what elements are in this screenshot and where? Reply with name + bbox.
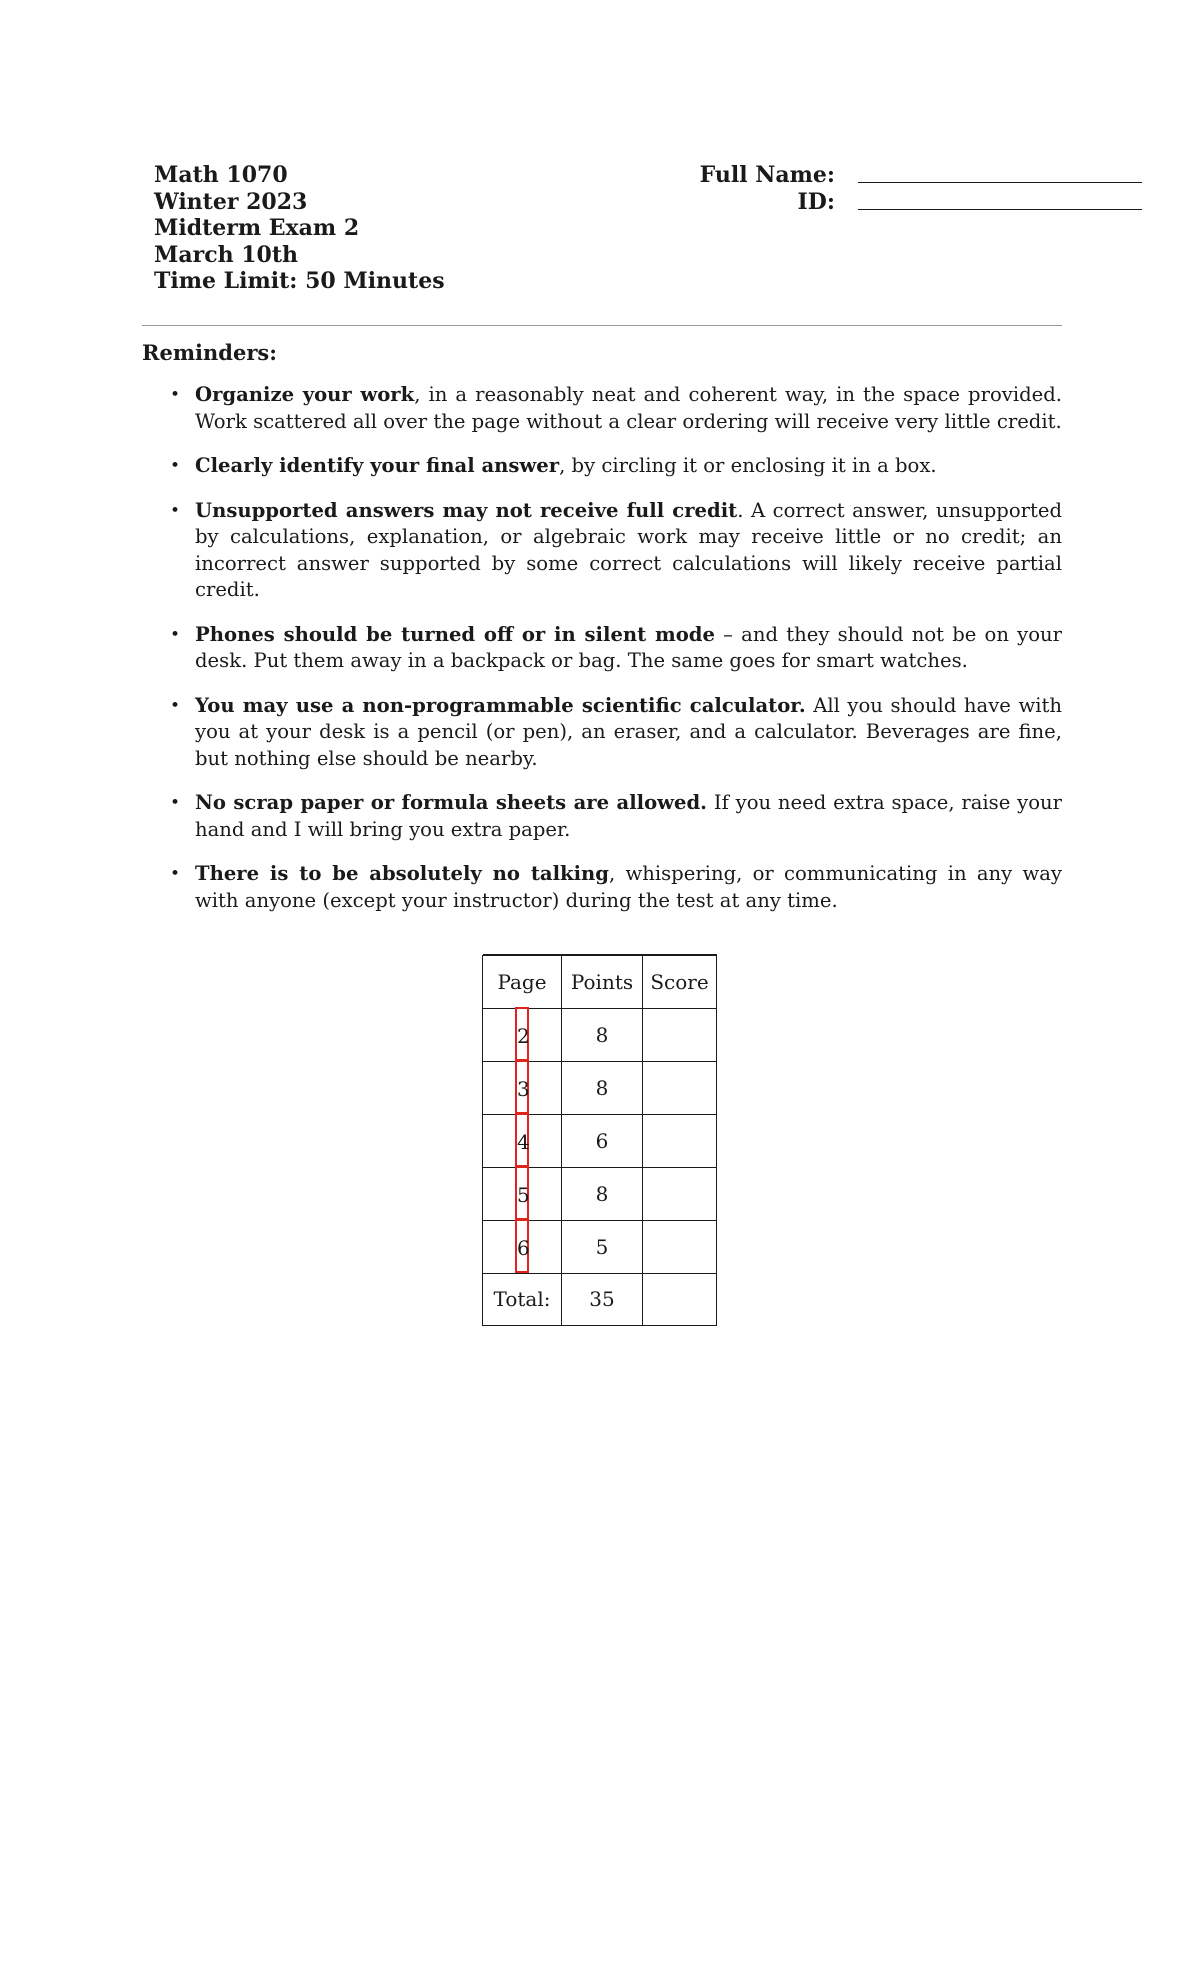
header-page: Page: [483, 956, 562, 1009]
table-header-row: [483, 956, 717, 1009]
full-name-label: Full Name:: [699, 162, 835, 188]
page-cell: [483, 1220, 562, 1273]
table-row: [483, 1114, 717, 1167]
header-divider: [142, 325, 1062, 326]
id-field[interactable]: [858, 209, 1142, 210]
points-cell: 8: [562, 1167, 643, 1220]
exam-title: Midterm Exam 2: [154, 215, 360, 241]
table-row: [483, 1167, 717, 1220]
score-cell[interactable]: [643, 1167, 717, 1220]
reminder-final-answer: [142, 453, 1062, 480]
table-row: [483, 1061, 717, 1114]
reminder-lead: No scrap paper or formula sheets are allowed.: [195, 791, 708, 814]
reminder-lead: You may use a non-programmable scientific calculator.: [195, 693, 806, 717]
score-table: [482, 954, 717, 1326]
course-info: [154, 162, 445, 295]
reminder-organize-work: [142, 382, 1062, 435]
reminder-lead: There is to be absolutely no talking: [195, 862, 609, 885]
page-cell: [483, 1114, 562, 1167]
page-link[interactable]: 4: [515, 1113, 529, 1167]
reminder-unsupported-answers: [142, 498, 1062, 604]
time-limit: Time Limit: 50 Minutes: [154, 268, 445, 294]
reminder-lead: Clearly identify your final answer: [195, 454, 560, 477]
header-score: Score: [643, 956, 717, 1009]
page-cell: [483, 1061, 562, 1114]
reminder-calculator: [142, 693, 1062, 773]
page-link[interactable]: 3: [515, 1060, 529, 1114]
reminder-scrap-paper: [142, 790, 1062, 843]
reminder-text: . A correct answer, unsupported by calculations, explanation, or algebraic work may receive little or no credit; an incorrect answer supported by some correct calculations will likely receive partial credit.: [195, 498, 1063, 601]
points-cell: 8: [562, 1061, 643, 1114]
header-points: Points: [562, 956, 643, 1009]
points-cell: 8: [562, 1008, 643, 1061]
reminders-heading: Reminders:: [142, 340, 277, 365]
reminder-lead: Unsupported answers may not receive full credit: [195, 498, 738, 522]
table-total-row: [483, 1273, 717, 1326]
reminders-list: [142, 382, 1062, 932]
total-score[interactable]: [643, 1273, 717, 1326]
course-name: Math 1070: [154, 162, 288, 188]
points-cell: 6: [562, 1114, 643, 1167]
reminder-phones: [142, 622, 1062, 675]
reminder-text: , in a reasonably neat and coherent way, in the space provided. Work scattered all over the page without a clear ordering will receive very little credit.: [195, 383, 1062, 433]
reminder-text: , whispering, or communicating in any way with anyone (except your instructor) during the test at any time.: [195, 862, 1062, 912]
total-label: Total:: [483, 1273, 562, 1326]
total-points: 35: [562, 1273, 643, 1326]
term: Winter 2023: [154, 188, 308, 215]
reminder-text: , by circling it or enclosing it in a box.: [559, 454, 937, 477]
id-label: ID:: [797, 188, 835, 215]
bullet-icon: •: [170, 793, 181, 813]
table-row: [483, 1220, 717, 1273]
reminder-lead: Phones should be turned off or in silent mode: [195, 622, 715, 646]
exam-date: March 10th: [154, 241, 299, 268]
page-link[interactable]: 2: [515, 1007, 529, 1061]
reminder-text: All you should have with you at your desk is a pencil (or pen), an eraser, and a calculator. Beverages are fine, but nothing else should be nearby.: [195, 693, 1062, 770]
page-link[interactable]: 6: [515, 1219, 529, 1273]
bullet-icon: •: [170, 864, 181, 884]
reminder-no-talking: [142, 861, 1062, 914]
reminder-text: – and they should not be on your desk. Put them away in a backpack or bag. The same goes for smart watches.: [195, 622, 1062, 672]
bullet-icon: •: [170, 500, 181, 521]
points-cell: 5: [562, 1220, 643, 1273]
bullet-icon: •: [170, 456, 181, 476]
full-name-field[interactable]: [858, 182, 1142, 183]
page-link[interactable]: 5: [515, 1166, 529, 1220]
page-cell: [483, 1008, 562, 1061]
bullet-icon: •: [170, 695, 181, 716]
table-row: [483, 1008, 717, 1061]
score-cell[interactable]: [643, 1220, 717, 1273]
page-cell: [483, 1167, 562, 1220]
bullet-icon: •: [170, 385, 181, 405]
score-cell[interactable]: [643, 1008, 717, 1061]
score-cell[interactable]: [643, 1061, 717, 1114]
score-cell[interactable]: [643, 1114, 717, 1167]
reminder-text: If you need extra space, raise your hand and I will bring you extra paper.: [195, 791, 1062, 841]
bullet-icon: •: [170, 624, 181, 645]
reminder-lead: Organize your work: [195, 383, 415, 406]
